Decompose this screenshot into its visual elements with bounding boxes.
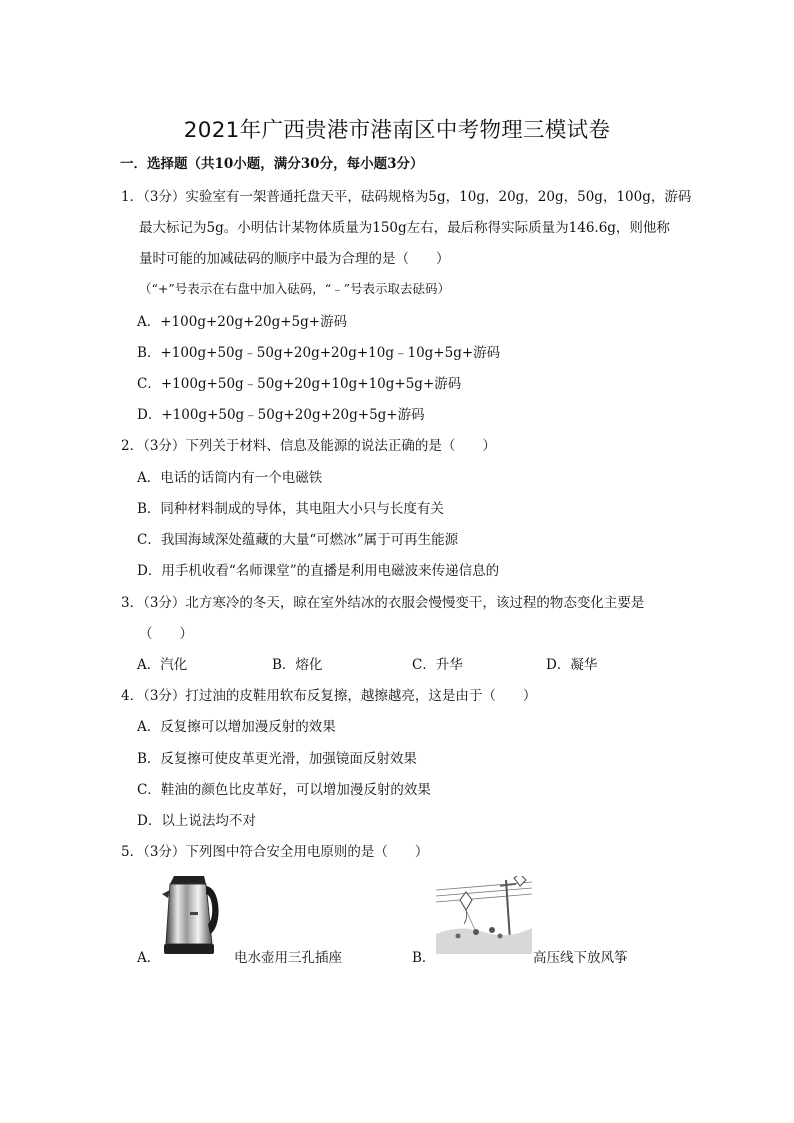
question-3-stem-line-1: 3．（3分）北方寒冷的冬天，晾在室外结冰的衣服会慢慢变干，该过程的物态变化主要是 (121, 595, 645, 611)
question-2-stem: 2．（3分）下列关于材料、信息及能源的说法正确的是（ ） (121, 438, 496, 454)
question-4-option-a: A．反复擦可以增加漫反射的效果 (137, 719, 336, 735)
question-1-stem-line-3: 量时可能的加减砝码的顺序中最为合理的是（ ） (139, 251, 450, 267)
question-4-stem: 4．（3分）打过油的皮鞋用软布反复擦，越擦越亮，这是由于（ ） (121, 688, 537, 704)
question-1-option-b: B．+100g+50g﹣50g+20g+20g+10g﹣10g+5g+游码 (137, 345, 501, 361)
question-1-note: （“+”号表示在右盘中加入砝码，“﹣”号表示取去砝码） (139, 281, 451, 296)
question-1-option-c: C．+100g+50g﹣50g+20g+10g+10g+5g+游码 (137, 376, 462, 392)
question-2-option-b: B．同种材料制成的导体，其电阻大小只与长度有关 (137, 501, 444, 517)
question-4-option-d: D．以上说法均不对 (137, 813, 256, 829)
question-3-option-a: A．汽化 (137, 657, 188, 673)
question-3-option-b: B．熔化 (272, 657, 323, 673)
question-4-option-c: C．鞋油的颜色比皮革好，可以增加漫反射的效果 (137, 782, 431, 798)
question-4-option-b: B．反复擦可使皮革更光滑，加强镜面反射效果 (137, 751, 417, 767)
question-3-option-d: D．凝华 (546, 657, 598, 673)
question-3-stem-line-2: （ ） (139, 626, 193, 642)
question-5-stem: 5．（3分）下列图中符合安全用电原则的是（ ） (121, 844, 429, 860)
question-1-stem-line-2: 最大标记为5g。小明估计某物体质量为150g左右，最后称得实际质量为146.6g，则他称 (139, 220, 670, 236)
question-2-option-d: D．用手机收看“名师课堂”的直播是利用电磁波来传递信息的 (137, 563, 500, 579)
question-1-option-d: D．+100g+50g﹣50g+20g+20g+5g+游码 (137, 407, 425, 423)
exam-title: 2021年广西贵港市港南区中考物理三模试卷 (183, 118, 611, 143)
question-5-option-b-letter: B． (412, 950, 436, 966)
section-heading: 一．选择题（共10小题，满分30分，每小题3分） (120, 156, 424, 172)
question-5-option-a-caption: 电水壶用三孔插座 (234, 950, 342, 966)
question-5-option-b-caption: 高压线下放风筝 (533, 950, 628, 966)
question-3-option-c: C．升华 (412, 657, 463, 673)
question-2-option-a: A．电话的话筒内有一个电磁铁 (137, 470, 323, 486)
question-1-option-a: A．+100g+20g+20g+5g+游码 (137, 314, 348, 330)
kite-under-power-line-image (436, 876, 532, 954)
question-5-option-a-letter: A． (137, 950, 161, 966)
electric-kettle-image (160, 872, 224, 960)
question-1-stem-line-1: 1．（3分）实验室有一架普通托盘天平，砝码规格为5g，10g，20g，20g，50g，100g，游码 (121, 189, 692, 205)
question-2-option-c: C．我国海域深处蕴藏的大量“可燃冰”属于可再生能源 (137, 532, 459, 548)
